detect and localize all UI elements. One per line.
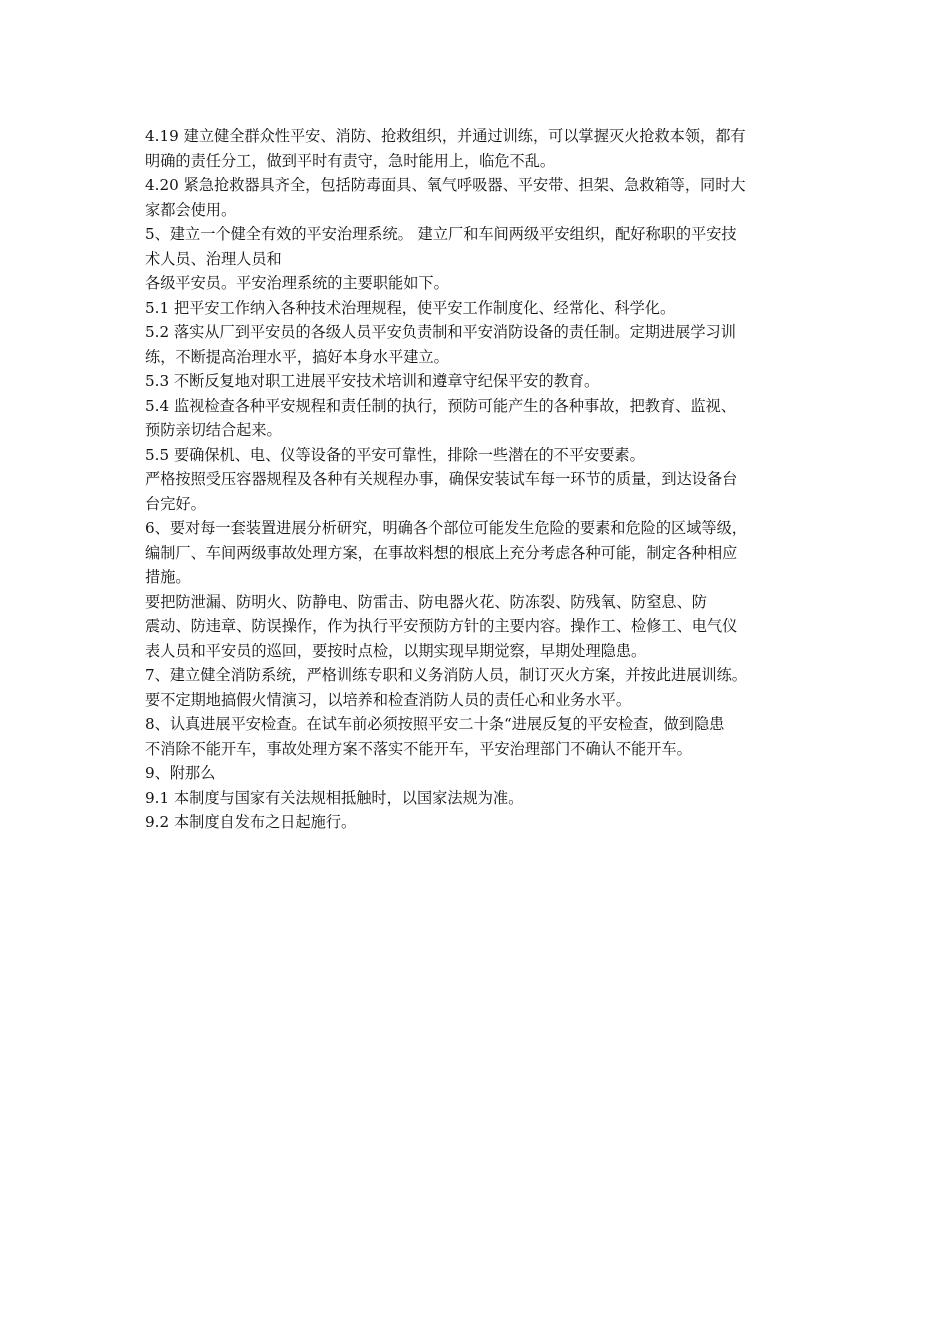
text-line: 6、要对每一套装置进展分析研究，明确各个部位可能发生危险的要素和危险的区域等级， (145, 519, 747, 537)
text-line: 5.1 把平安工作纳入各种技术治理规程，使平安工作制度化、经常化、科学化。 (145, 298, 676, 317)
text-line: 表人员和平安员的巡回，要按时点检，以期实现早期觉察，早期处理隐患。 (145, 641, 647, 660)
text-line: 各级平安员。平安治理系统的主要职能如下。 (145, 274, 449, 292)
text-line: 严格按照受压容器规程及各种有关规程办事，确保安装试车每一环节的质量，到达设备台 (145, 470, 738, 488)
text-line: 编制厂、车间两级事故处理方案，在事故料想的根底上充分考虑各种可能，制定各种相应 (145, 543, 738, 562)
text-line: 9.1 本制度与国家有关法规相抵触时，以国家法规为准。 (145, 788, 524, 807)
text-line: 5.3 不断反复地对职工进展平安技术培训和遵章守纪保平安的教育。 (145, 372, 600, 390)
text-line: 家都会使用。 (145, 200, 237, 219)
document-body (145, 124, 825, 835)
text-line: 震动、防违章、防误操作，作为执行平安预防方针的主要内容。操作工、检修工、电气仪 (145, 617, 738, 635)
text-line: 明确的责任分工，做到平时有责守，急时能用上，临危不乱。 (145, 151, 556, 170)
text-line: 8、认真进展平安检查。在试车前必须按照平安二十条“进展反复的平安检查，做到隐患 (145, 715, 725, 733)
text-line: 4.19 建立健全群众性平安、消防、抢救组织，并通过训练，可以掌握灭火抢救本领，都有 (145, 127, 746, 145)
text-line: 7、建立健全消防系统，严格训练专职和义务消防人员，制订灭火方案，并按此进展训练。 (145, 666, 747, 684)
text-line: 5.4 监视检查各种平安规程和责任制的执行，预防可能产生的各种事故，把教育、监视、 (145, 396, 736, 415)
text-line: 不消除不能开车，事故处理方案不落实不能开车，平安治理部门不确认不能开车。 (145, 739, 692, 758)
text-line: 要把防泄漏、防明火、防静电、防雷击、防电器火花、防冻裂、防残氧、防窒息、防 (145, 592, 707, 611)
text-line: 措施。 (145, 568, 191, 586)
text-line: 9.2 本制度自发布之日起施行。 (145, 813, 357, 831)
text-line: 练，不断提高治理水平，搞好本身水平建立。 (145, 347, 449, 366)
text-line: 要不定期地搞假火情演习，以培养和检查消防人员的责任心和业务水平。 (145, 690, 631, 709)
text-line: 5、建立一个健全有效的平安治理系统。 建立厂和车间两级平安组织，配好称职的平安技 (145, 225, 737, 243)
text-line: 4.20 紧急抢救器具齐全，包括防毒面具、氧气呼吸器、平安带、担架、急救箱等，同时大 (145, 176, 746, 194)
text-line: 9、附那么 (145, 764, 216, 782)
text-line: 术人员、治理人员和 (145, 249, 282, 268)
text-line: 5.5 要确保机、电、仪等设备的平安可靠性，排除一些潜在的不平安要素。 (145, 445, 645, 464)
text-line: 5.2 落实从厂到平安员的各级人员平安负责制和平安消防设备的责任制。定期进展学习训 (145, 323, 736, 341)
text-line: 台完好。 (145, 494, 206, 513)
text-line: 预防亲切结合起来。 (145, 421, 282, 439)
